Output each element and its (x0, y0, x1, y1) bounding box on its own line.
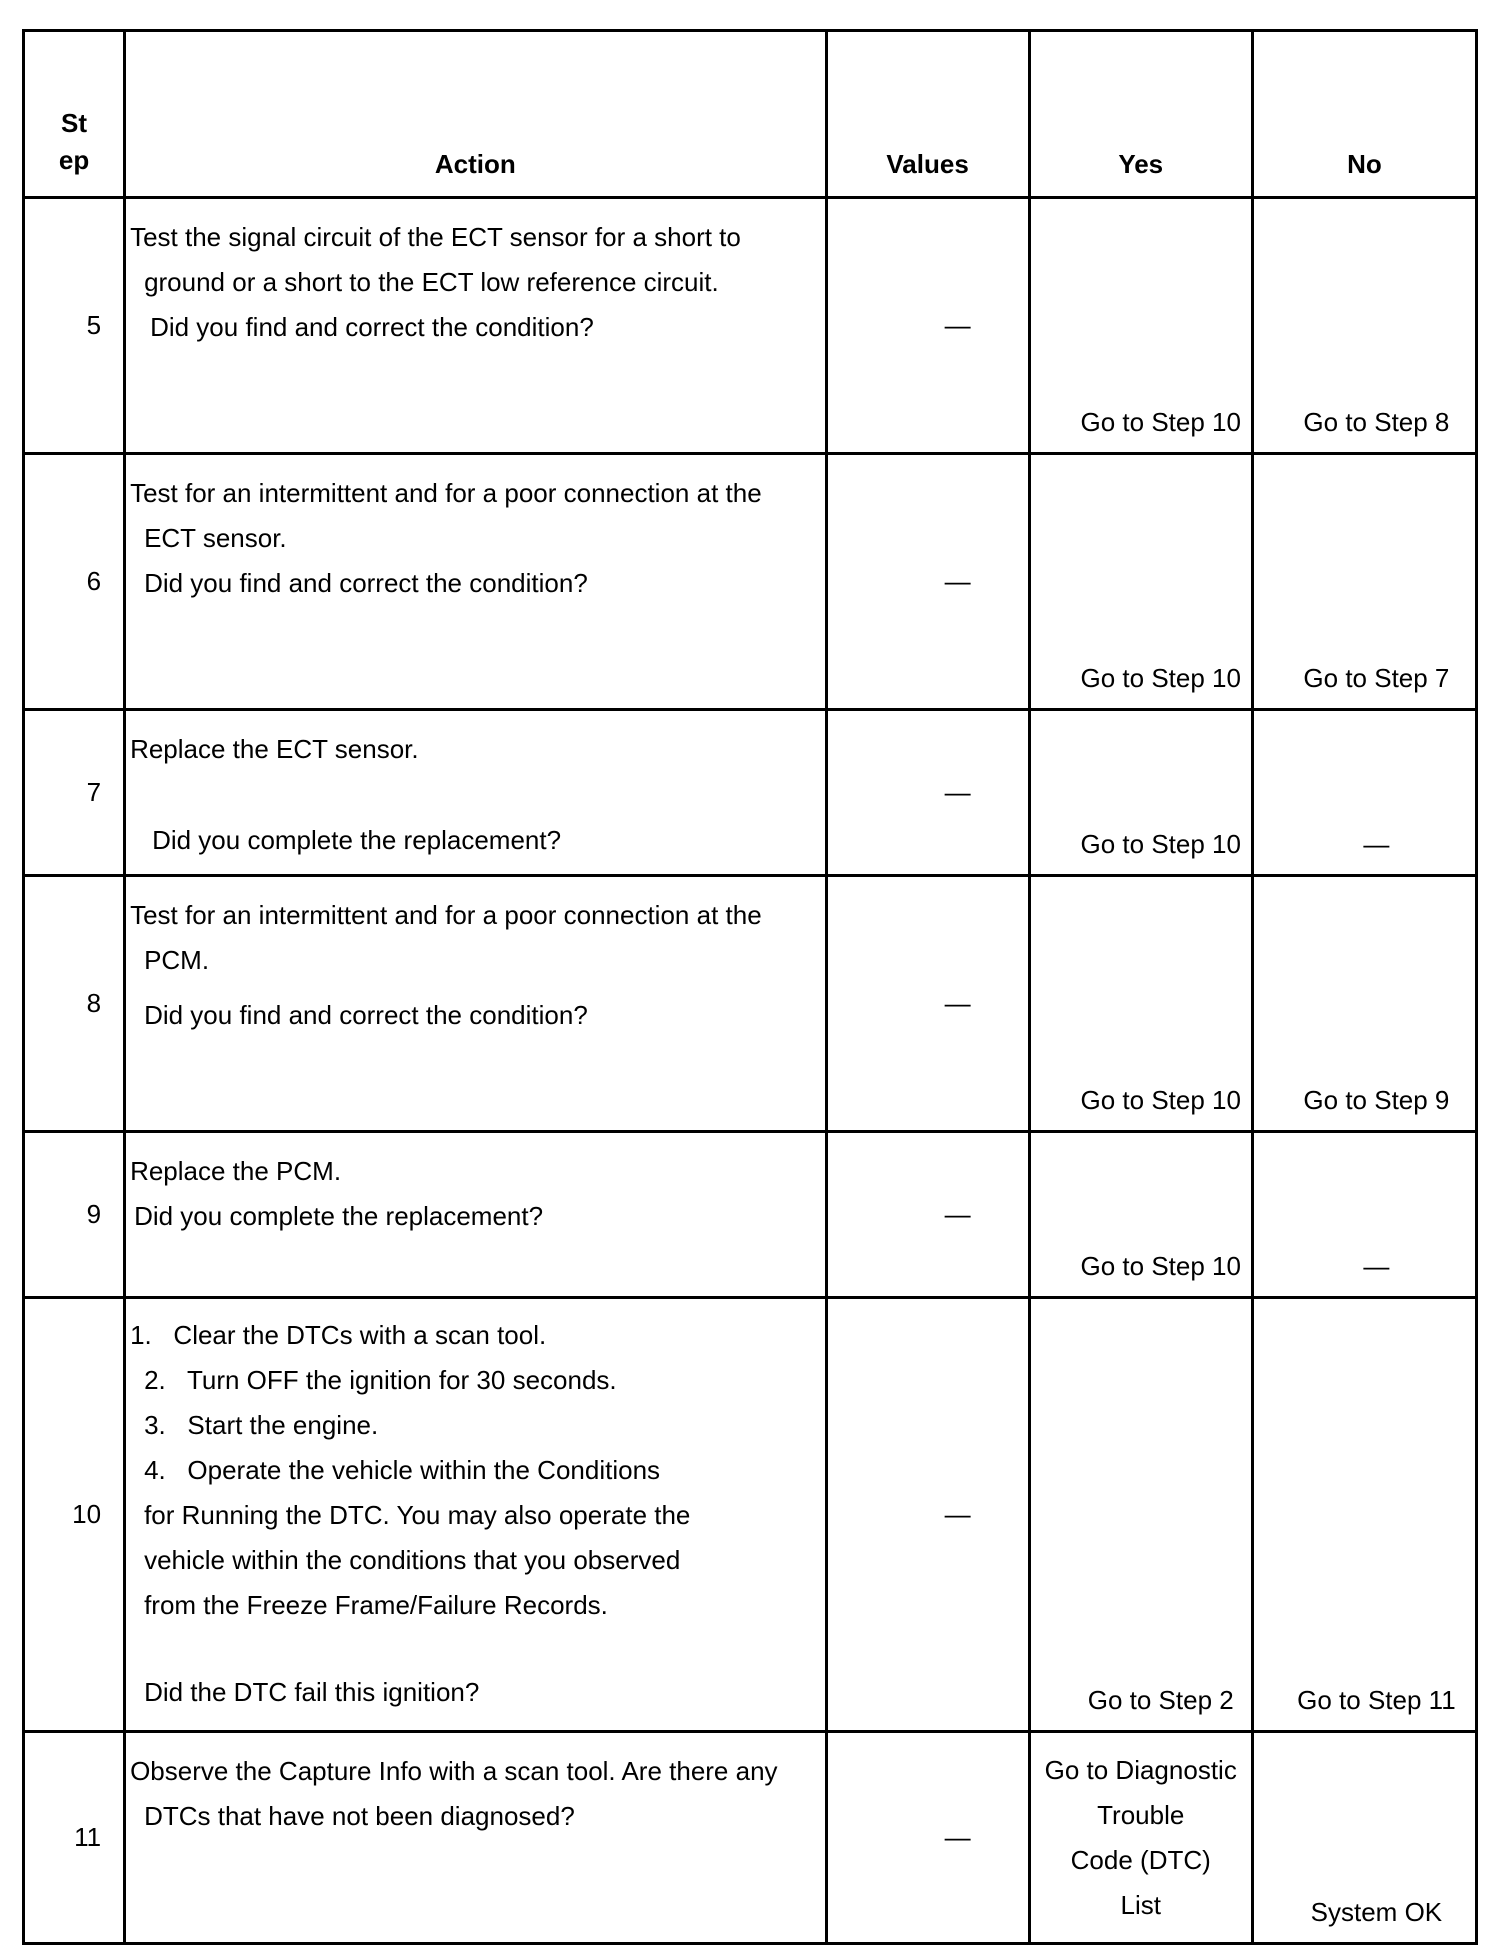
values-dash: — (944, 776, 971, 807)
action-cell (125, 198, 826, 454)
no-text: System OK (1310, 1897, 1443, 1928)
action-line: 4. Operate the vehicle within the Conditions (144, 1455, 661, 1485)
no-cell (1252, 1132, 1476, 1298)
action-cell (125, 1132, 826, 1298)
action-cell (125, 1298, 826, 1732)
table-row (24, 876, 1477, 1132)
table-row (24, 1298, 1477, 1732)
action-line: Replace the ECT sensor. (130, 734, 419, 764)
no-cell (1252, 454, 1476, 710)
yes-link[interactable]: Go to Step 2 (1087, 1685, 1234, 1716)
yes-cell (1029, 1298, 1252, 1732)
step-number: 9 (24, 1132, 125, 1298)
no-cell (1252, 1732, 1476, 1944)
action-cell (125, 710, 826, 876)
header-step (24, 31, 125, 198)
action-line: Did you complete the replacement? (134, 1201, 544, 1231)
action-line: 2. Turn OFF the ignition for 30 seconds. (144, 1365, 617, 1395)
values-cell (826, 876, 1029, 1132)
no-cell (1252, 1298, 1476, 1732)
action-line: Did you complete the replacement? (152, 825, 562, 855)
header-step-line2: ep (58, 145, 90, 176)
values-dash: — (944, 987, 971, 1018)
no-cell (1252, 876, 1476, 1132)
action-line: Replace the PCM. (130, 1156, 342, 1186)
table-row (24, 710, 1477, 876)
action-line: 1. Clear the DTCs with a scan tool. (130, 1320, 547, 1350)
no-link[interactable]: Go to Step 9 (1303, 1085, 1450, 1116)
action-cell (125, 876, 826, 1132)
no-dash: — (1363, 1251, 1390, 1282)
no-cell (1252, 198, 1476, 454)
action-line: PCM. (144, 945, 210, 975)
action-line: for Running the DTC. You may also operate the (144, 1500, 691, 1530)
yes-link[interactable]: Go to Step 10 (1080, 829, 1241, 860)
table-row (24, 1132, 1477, 1298)
values-dash: — (944, 1498, 971, 1529)
values-cell (826, 1732, 1029, 1944)
action-line: Did you find and correct the condition? (144, 1000, 588, 1030)
step-number: 6 (24, 454, 125, 710)
no-dash: — (1363, 829, 1390, 860)
action-line: Did you find and correct the condition? (150, 312, 594, 342)
values-cell (826, 1132, 1029, 1298)
no-cell (1252, 710, 1476, 876)
yes-cell (1029, 454, 1252, 710)
action-line: 3. Start the engine. (144, 1410, 379, 1440)
yes-cell (1029, 876, 1252, 1132)
values-cell (826, 1298, 1029, 1732)
header-no: No (1252, 31, 1476, 198)
action-line: ECT sensor. (144, 523, 287, 553)
action-line: Observe the Capture Info with a scan tool. Are there any (130, 1756, 778, 1786)
values-dash: — (944, 309, 971, 340)
values-cell (826, 454, 1029, 710)
action-cell (125, 454, 826, 710)
no-link[interactable]: Go to Step 11 (1297, 1685, 1456, 1716)
values-dash: — (944, 565, 971, 596)
values-dash: — (944, 1198, 971, 1229)
values-cell (826, 710, 1029, 876)
action-cell (125, 1732, 826, 1944)
yes-cell (1029, 198, 1252, 454)
table-row (24, 198, 1477, 454)
action-line: vehicle within the conditions that you observed (144, 1545, 681, 1575)
no-link[interactable]: Go to Step 8 (1303, 407, 1450, 438)
header-action: Action (125, 31, 826, 198)
yes-line: List (1120, 1890, 1161, 1920)
yes-line: Trouble (1097, 1800, 1185, 1830)
yes-line: Code (DTC) (1070, 1845, 1211, 1875)
action-line: Test the signal circuit of the ECT sensor for a short to (130, 222, 741, 252)
yes-link[interactable]: Go to Step 10 (1080, 1251, 1241, 1282)
yes-link[interactable]: Go to Step 10 (1080, 663, 1241, 694)
yes-cell (1029, 1732, 1252, 1944)
no-link[interactable]: Go to Step 7 (1303, 663, 1450, 694)
step-number: 11 (24, 1732, 125, 1944)
action-line: from the Freeze Frame/Failure Records. (144, 1590, 608, 1620)
action-line: Test for an intermittent and for a poor connection at the (130, 478, 762, 508)
yes-link[interactable]: Go to Step 10 (1080, 407, 1241, 438)
action-line: Test for an intermittent and for a poor connection at the (130, 900, 762, 930)
diagnostic-table (22, 29, 1478, 1945)
header-step-line1: St (61, 107, 88, 138)
values-cell (826, 198, 1029, 454)
header-values: Values (826, 31, 1029, 198)
table-row (24, 1732, 1477, 1944)
action-line: Did the DTC fail this ignition? (144, 1677, 480, 1707)
yes-link[interactable]: Go to Step 10 (1080, 1085, 1241, 1116)
step-number: 10 (24, 1298, 125, 1732)
action-line: DTCs that have not been diagnosed? (144, 1801, 575, 1831)
header-row (24, 31, 1477, 198)
step-number: 7 (24, 710, 125, 876)
action-line: Did you find and correct the condition? (144, 568, 588, 598)
yes-cell (1029, 1132, 1252, 1298)
action-line: ground or a short to the ECT low reference circuit. (144, 267, 719, 297)
step-number: 5 (24, 198, 125, 454)
values-dash: — (944, 1821, 971, 1852)
yes-link[interactable] (1031, 1748, 1251, 1928)
step-number: 8 (24, 876, 125, 1132)
yes-cell (1029, 710, 1252, 876)
header-yes: Yes (1029, 31, 1252, 198)
yes-line: Go to Diagnostic (1044, 1755, 1237, 1785)
table-row (24, 454, 1477, 710)
